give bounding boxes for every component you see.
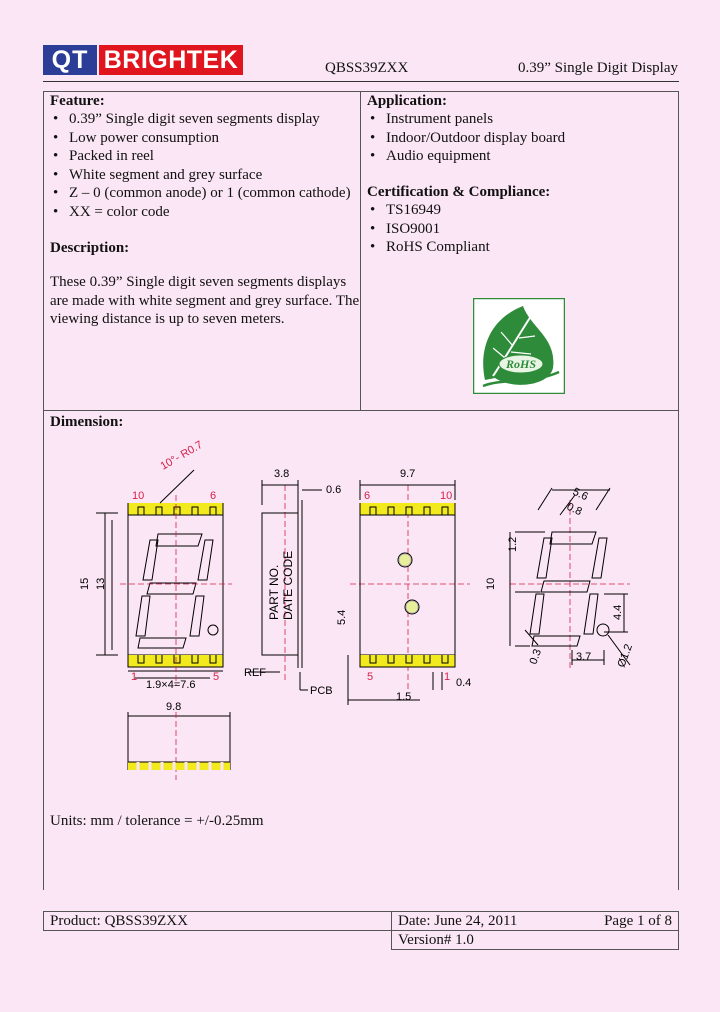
pin-label: 10 (132, 490, 145, 502)
pin-label: 6 (210, 490, 217, 502)
dim-label: 5.6 (570, 485, 590, 504)
dim-label: 3.8 (274, 468, 290, 480)
front-top-pins (128, 503, 223, 515)
footer-table (43, 911, 679, 950)
dim-label: REF (244, 667, 266, 679)
feature-item: • White segment and grey surface (50, 166, 351, 185)
dim-label: 1.2 (507, 536, 519, 552)
feature-item: • XX = color code (50, 203, 351, 222)
dim-label: 1.5 (396, 691, 412, 703)
pin-label: 1 (131, 671, 138, 683)
dim-label: 0.4 (456, 677, 472, 689)
footer-product: Product: QBSS39ZXX (44, 912, 392, 931)
feature-item: • 0.39” Single digit seven segments display (50, 110, 351, 129)
dimension-heading: Dimension: (50, 414, 124, 430)
units-note: Units: mm / tolerance = +/-0.25mm (50, 813, 264, 829)
application-item: • Instrument panels (367, 110, 565, 129)
dim-label: 9.7 (400, 468, 416, 480)
dim-label: PCB (310, 685, 333, 697)
dim-label: 4.4 (612, 604, 624, 620)
dim-label: 0.3 (527, 647, 545, 667)
header-part-number: QBSS39ZXX (325, 60, 409, 76)
pin-label: 5 (213, 671, 220, 683)
application-heading: Application: (367, 93, 448, 109)
dim-label: 1.9×4=7.6 (146, 679, 196, 691)
certification-item: • TS16949 (367, 201, 550, 220)
feature-item: • Z – 0 (common anode) or 1 (common cathode) (50, 184, 351, 203)
side-label-part-no: PART NO. (267, 564, 281, 620)
rohs-badge-text: RoHS (505, 357, 537, 371)
feature-heading: Feature: (50, 93, 105, 109)
dim-label: 5.4 (336, 609, 348, 625)
footer-date: Date: June 24, 2011 (392, 912, 585, 931)
logo-qt: QT (43, 45, 97, 75)
certification-item: • RoHS Compliant (367, 238, 550, 257)
dim-label: 15 (79, 577, 91, 590)
description-heading: Description: (50, 240, 130, 256)
header-product-title: 0.39” Single Digit Display (518, 60, 678, 76)
dim-label: 0.6 (326, 484, 342, 496)
dim-label: 9.8 (166, 701, 182, 713)
dim-label: 10 (485, 577, 497, 590)
description-text: These 0.39” Single digit seven segments displays are made with white segment and grey surface. The viewing distance is up to seven meters. (50, 274, 360, 328)
front-digit-segments (136, 534, 218, 648)
application-item: • Audio equipment (367, 147, 565, 166)
footer-page: Page 1 of 8 (584, 912, 679, 931)
dim-label: 13 (95, 577, 107, 590)
footer-version: Version# 1.0 (392, 931, 679, 950)
application-item: • Indoor/Outdoor display board (367, 129, 565, 148)
dim-label: 3.7 (576, 651, 592, 663)
logo-brightek: BRIGHTEK (99, 45, 243, 75)
dim-angle: 10°- R0.7 (158, 438, 205, 473)
bottom-view-pins (128, 762, 230, 770)
pin-label: 5 (367, 671, 374, 683)
dim-label: 0.8 (564, 500, 584, 519)
dim-label: Ø1.2 (615, 642, 635, 670)
feature-item: • Packed in reel (50, 147, 351, 166)
center-lines (120, 485, 630, 780)
pin-label: 10 (440, 490, 453, 502)
footer-empty (44, 931, 392, 950)
side-label-date-code: DATE CODE (281, 550, 295, 620)
pin-label: 1 (444, 671, 451, 683)
certification-heading: Certification & Compliance: (367, 184, 551, 200)
pin-label: 6 (364, 490, 371, 502)
feature-item: • Low power consumption (50, 129, 351, 148)
certification-item: • ISO9001 (367, 220, 550, 239)
front-bottom-pins (128, 655, 223, 667)
